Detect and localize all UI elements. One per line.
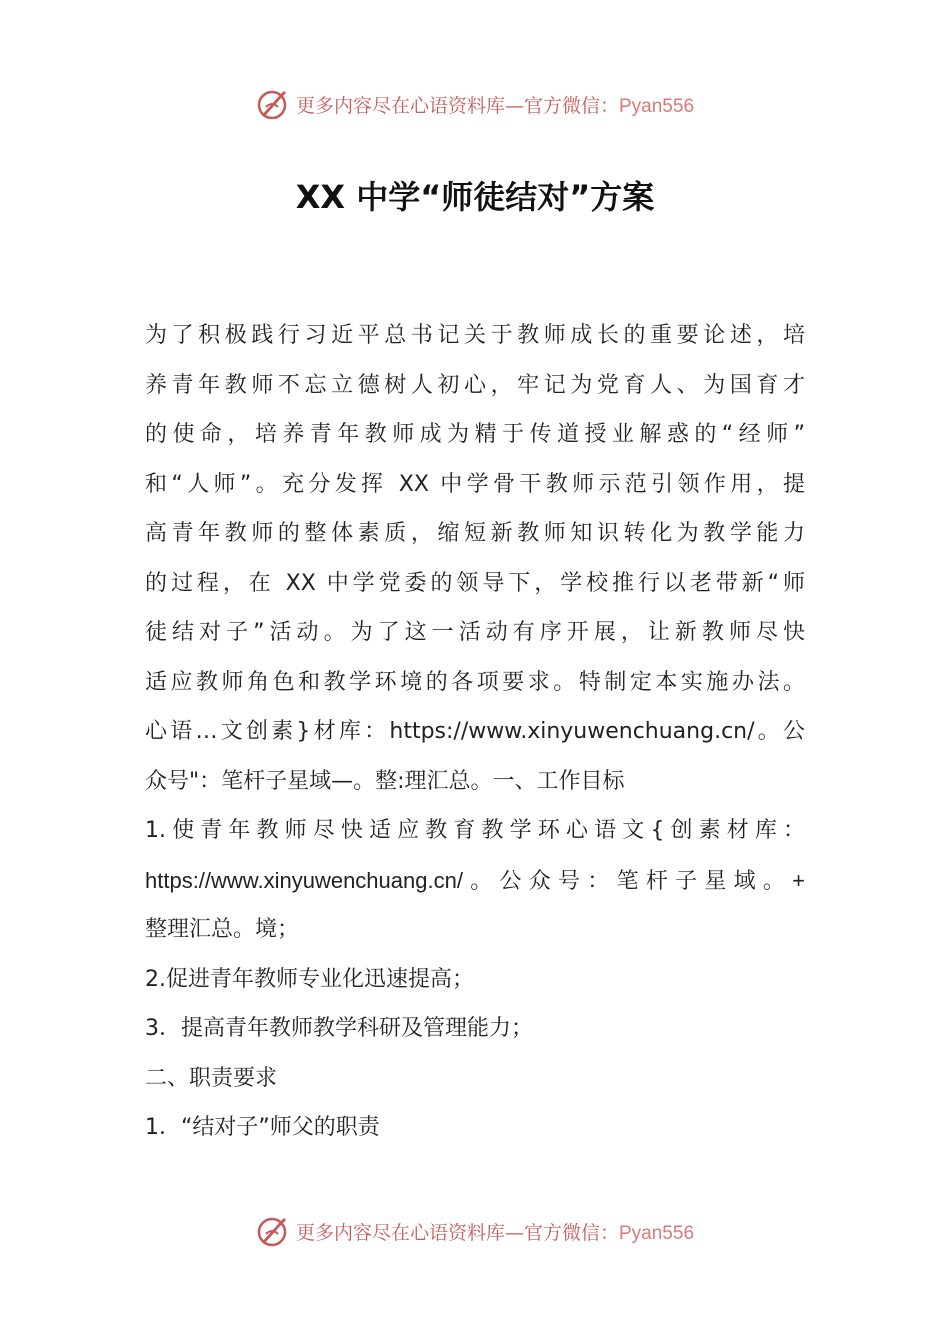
- body-line: 1.使青年教师尽快适应教育教学环心语文{创素材库：: [145, 818, 805, 843]
- body-line: 1．“结对子”师父的职责: [145, 1115, 380, 1140]
- body-line: 的使命，培养青年教师成为精于传道授业解惑的“经师”: [145, 422, 805, 447]
- body-line: 2.促进青年教师专业化迅速提高；: [145, 966, 474, 992]
- pen-logo-icon: [256, 87, 290, 121]
- body-line: 众号"：笔杆子星域—。整:理汇总。一、工作目标: [145, 768, 625, 794]
- banner-text: 更多内容尽在心语资料库—官方微信：Pyan556: [295, 1221, 695, 1244]
- body-line: 和“人师”。充分发挥 XX 中学骨干教师示范引领作用，提: [145, 471, 805, 497]
- body-line: 养青年教师不忘立德树人初心，牢记为党育人、为国育才: [145, 372, 805, 398]
- document-body: [145, 311, 805, 1153]
- body-line: 高青年教师的整体素质，缩短新教师知识转化为教学能力: [145, 521, 805, 546]
- body-line: 徒结对子”活动。为了这一活动有序开展，让新教师尽快: [145, 620, 805, 645]
- body-line: https://www.xinyuwenchuang.cn/。公众号：笔杆子星域。+: [145, 867, 805, 893]
- body-line: 整理汇总。境；: [145, 917, 300, 942]
- footer-banner: [0, 1211, 950, 1251]
- banner-handle: Pyan556: [619, 1222, 695, 1244]
- document-title: XX 中学“师徒结对”方案: [295, 178, 655, 216]
- body-line: 适应教师角色和教学环境的各项要求。特制定本实施办法。: [145, 669, 805, 695]
- body-line: 二、职责要求: [145, 1065, 278, 1091]
- banner-handle: Pyan556: [619, 95, 695, 117]
- body-line: 3．提高青年教师教学科研及管理能力；: [145, 1016, 533, 1041]
- body-line: 的过程，在 XX 中学党委的领导下，学校推行以老带新“师: [145, 570, 805, 596]
- pen-logo-icon: [256, 1214, 290, 1248]
- body-line: 为了积极践行习近平总书记关于教师成长的重要论述，培: [145, 323, 805, 348]
- banner-text: 更多内容尽在心语资料库—官方微信：Pyan556: [295, 94, 695, 117]
- body-line: 心语…文创素}材库：https://www.xinyuwenchuang.cn/。公: [145, 719, 805, 744]
- header-banner: [0, 84, 950, 124]
